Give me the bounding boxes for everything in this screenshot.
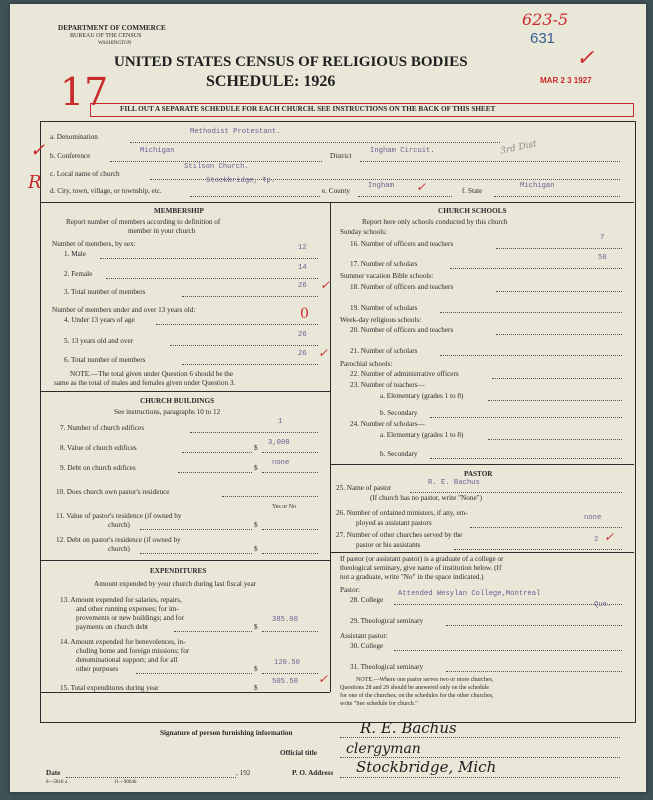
q1-line	[100, 258, 318, 259]
q26-label-b: ployed as assistant pastors	[356, 519, 432, 527]
dept-name: DEPARTMENT OF COMMERCE	[58, 24, 166, 32]
schedule-title: SCHEDULE: 1926	[206, 73, 336, 90]
q24b-label: b. Secondary	[380, 450, 418, 458]
buildings-sub: See instructions, paragraphs 10 to 12	[114, 408, 221, 416]
county-line	[358, 196, 452, 197]
q6-line	[182, 364, 318, 365]
expenditures-bottom	[40, 692, 330, 693]
q23b-line	[430, 417, 622, 418]
po-address-label: P. O. Address	[292, 769, 334, 777]
buildings-divider	[40, 560, 330, 561]
q9-label: 9. Debt on church edifices	[60, 464, 136, 472]
q8-dollar: $	[254, 444, 258, 452]
census-schedule-sheet	[10, 4, 646, 792]
q7-value: 1	[278, 418, 283, 426]
pastor-lbl: Pastor:	[340, 586, 360, 594]
pastor-note3: for one of the churches; on the schedules for the other churches,	[340, 693, 494, 699]
pastor-name-value: R. E. Bachus	[428, 479, 480, 487]
q28-line	[394, 604, 622, 605]
q27-value: 2	[594, 536, 599, 544]
q14-dollar: $	[254, 665, 258, 673]
check-mark-conference: ✓	[30, 140, 46, 161]
q29-label: 29. Theological seminary	[350, 617, 424, 625]
denomination-line	[130, 142, 500, 143]
local-name-label: c. Local name of church	[50, 170, 120, 178]
check-mark-q27: ✓	[604, 530, 615, 544]
q12-line	[140, 553, 252, 554]
q10-line	[222, 496, 318, 497]
q14-label-c: denominational support; and for all	[76, 656, 178, 664]
q7-line	[190, 432, 318, 433]
q15-dollar: $	[254, 684, 258, 692]
q27-label-b: pastor or his assistants	[356, 541, 421, 549]
grad-note3: not a graduate, write "No" in the space indicated.)	[340, 573, 484, 581]
q26-line	[470, 527, 622, 528]
q7-label: 7. Number of church edifices	[60, 424, 145, 432]
identity-divider	[40, 202, 634, 203]
q8-line	[182, 452, 252, 453]
q11-label-a: 11. Value of pastor's residence (if owned by	[56, 512, 182, 520]
district-value: Ingham Circuit.	[370, 147, 435, 155]
q11-line	[140, 529, 252, 530]
q9-dollar: $	[254, 464, 258, 472]
q2-value: 14	[298, 264, 307, 272]
pastor-title: PASTOR	[464, 470, 493, 478]
q24a-label: a. Elementary (grades 1 to 8)	[380, 431, 464, 439]
membership-title: MEMBERSHIP	[154, 207, 204, 215]
form-title: UNITED STATES CENSUS OF RELIGIOUS BODIES	[114, 54, 468, 70]
q21-label: 21. Number of scholars	[350, 347, 418, 355]
q16-line	[496, 248, 622, 249]
q14-label-b: cluding home and foreign missions; for	[76, 647, 190, 655]
q13-label-a: 13. Amount expended for salaries, repairs,	[60, 596, 182, 604]
q11-dollar: $	[254, 521, 258, 529]
membership-divider	[40, 391, 330, 392]
yes-no-hint: Yes or No	[272, 504, 297, 510]
q24-label: 24. Number of scholars—	[350, 420, 425, 428]
hand-number-left: 17	[60, 70, 109, 114]
pastor-note2: Questions 28 and 29 should be answered only on the schedule	[340, 685, 489, 691]
expenditures-title: EXPENDITURES	[150, 567, 207, 575]
q8-value-line	[262, 452, 318, 453]
q5-line	[170, 345, 318, 346]
q15-value: 505.50	[272, 678, 298, 686]
q23a-line	[488, 400, 622, 401]
q13-label-b: and other running expenses; for im-	[76, 605, 179, 613]
margin-R-mark: R	[28, 172, 42, 193]
check-mark-top: ✓	[576, 46, 595, 71]
summer-label: Summer vacation Bible schools:	[340, 272, 434, 280]
q27-line	[454, 549, 622, 550]
q19-label: 19. Number of scholars	[350, 304, 418, 312]
pastor-note4: write "See schedule for church."	[340, 701, 418, 707]
asst-pastor-lbl: Assistant pastor:	[340, 632, 388, 640]
q25-line	[410, 492, 622, 493]
q3-label: 3. Total number of members	[64, 288, 146, 296]
bureau-city: WASHINGTON	[98, 41, 132, 46]
q15-label: 15. Total expenditures during year	[60, 684, 159, 692]
q13-value: 385.00	[272, 616, 298, 624]
official-title-label: Official title	[280, 749, 317, 757]
official-title-value: clergyman	[346, 741, 421, 757]
q8-label: 8. Value of church edifices	[60, 444, 137, 452]
county-value: Ingham	[368, 182, 394, 190]
schools-intro: Report here only schools conducted by this church	[362, 218, 508, 226]
q11-value-line	[262, 529, 318, 530]
date-label: Date	[46, 769, 61, 777]
bureau-name: BUREAU OF THE CENSUS	[70, 33, 142, 39]
q3-line	[182, 296, 318, 297]
q13-line	[174, 631, 252, 632]
q13-dollar: $	[254, 623, 258, 631]
denomination-label: a. Denomination	[50, 133, 98, 141]
q12-label-b: church)	[108, 545, 130, 553]
q21-line	[440, 355, 622, 356]
weekday-label: Week-day religious schools:	[340, 316, 422, 324]
conference-line	[110, 161, 322, 162]
q18-label: 18. Number of officers and teachers	[350, 283, 454, 291]
signature-value: R. E. Bachus	[360, 719, 457, 737]
membership-note1: NOTE.—The total given under Question 6 should be the	[70, 370, 234, 378]
q1-value: 12	[298, 244, 307, 252]
q27-label-a: 27. Number of other churches served by the	[336, 531, 463, 539]
q5-value: 26	[298, 331, 307, 339]
print-code-2: 11—9064b	[114, 780, 137, 785]
pastor-sub-divider	[330, 552, 634, 553]
q12-label-a: 12. Debt on pastor's residence (if owned by	[56, 536, 181, 544]
q28-label: 28. College	[350, 596, 384, 604]
schools-title: CHURCH SCHOOLS	[438, 207, 507, 215]
q17-label: 17. Number of scholars	[350, 260, 418, 268]
date-line	[66, 777, 236, 778]
membership-intro2: member in your church	[128, 227, 196, 235]
hand-number-top: 623-5	[522, 10, 569, 29]
district-line	[360, 161, 620, 162]
q6-label: 6. Total number of members	[64, 356, 146, 364]
q14-line	[136, 673, 252, 674]
check-mark-q6: ✓	[318, 346, 329, 360]
q17-value: 50	[598, 254, 607, 262]
q24b-line	[430, 458, 622, 459]
q4-line	[156, 324, 318, 325]
q2-line	[106, 278, 318, 279]
check-mark-q15: ✓	[318, 672, 329, 686]
q9-value-line	[262, 472, 318, 473]
received-stamp: MAR 2 3 1927	[540, 76, 592, 85]
q14-label-a: 14. Amount expended for benevolences, in-	[60, 638, 186, 646]
city-value: Stockbridge, Tp.	[206, 177, 276, 185]
district-hand-note: 3rd Dist	[499, 139, 538, 157]
form-border	[40, 121, 636, 723]
q28-value: Attended Wesylan College,Montreal	[398, 590, 541, 598]
q14-value-line	[262, 673, 318, 674]
check-mark-q3: ✓	[320, 278, 331, 292]
q22-label: 22. Number of administrative officers	[350, 370, 459, 378]
q17-line	[450, 268, 622, 269]
q23a-label: a. Elementary (grades 1 to 8)	[380, 392, 464, 400]
district-label: District	[330, 152, 352, 160]
check-mark-county: ✓	[416, 180, 427, 194]
po-address-line	[340, 777, 620, 778]
state-value: Michigan	[520, 182, 555, 190]
q16-label: 16. Number of officers and teachers	[350, 240, 454, 248]
q14-value: 120.50	[274, 659, 300, 667]
q20-label: 20. Number of officers and teachers	[350, 326, 454, 334]
q4-label: 4. Under 13 years of age	[64, 316, 135, 324]
state-label: f. State	[462, 187, 483, 195]
q10-label: 10. Does church own pastor's residence	[56, 488, 170, 496]
q26-label-a: 26. Number of ordained ministers, if any, em-	[336, 509, 468, 517]
signature-label: Signature of person furnishing information	[160, 729, 293, 737]
instructions: FILL OUT A SEPARATE SCHEDULE FOR EACH CHURCH. SEE INSTRUCTIONS ON THE BACK OF THIS SHEET	[120, 105, 496, 113]
q2-label: 2. Female	[64, 270, 93, 278]
q16-value: 7	[600, 234, 605, 242]
q22-line	[492, 378, 622, 379]
expenditures-sub: Amount expended by your church during last fiscal year	[94, 580, 257, 588]
q26-value: none	[584, 514, 602, 522]
by-sex-label: Number of members, by sex:	[52, 240, 136, 248]
q13-label-d: payments on church debt	[76, 623, 149, 631]
city-label: d. City, town, village, or township, etc.	[50, 187, 162, 195]
membership-note2: same as the total of males and females given under Question 3.	[54, 379, 236, 387]
conference-label: b. Conference	[50, 152, 91, 160]
po-address-value: Stockbridge, Mich	[356, 758, 497, 776]
signature-line	[340, 737, 620, 738]
q13-label-c: provements or new buildings; and for	[76, 614, 184, 622]
grad-note1: If pastor (or assistant pastor) is a graduate of a college or	[340, 555, 504, 563]
q23-label: 23. Number of teachers—	[350, 381, 425, 389]
q9-line	[178, 472, 252, 473]
membership-intro1: Report number of members according to definition of	[66, 218, 221, 226]
parochial-label: Parochial schools:	[340, 360, 393, 368]
county-label: e. County	[322, 187, 350, 195]
q13-value-line	[262, 631, 318, 632]
q12-dollar: $	[254, 545, 258, 553]
denomination-value: Methodist Protestant.	[190, 128, 281, 136]
q18-line	[496, 291, 622, 292]
grad-note2: theological seminary, give name of institution below. (If	[340, 564, 502, 572]
q9-value: none	[272, 459, 290, 467]
conference-value: Michigan	[140, 147, 175, 155]
q23b-label: b. Secondary	[380, 409, 418, 417]
buildings-title: CHURCH BUILDINGS	[140, 397, 215, 405]
q25-label: 25. Name of pastor	[336, 484, 392, 492]
q6-value: 26	[298, 350, 307, 358]
q12-value-line	[262, 553, 318, 554]
q1-label: 1. Male	[64, 250, 86, 258]
local-name-value: Stilson Church.	[184, 163, 249, 171]
stamp-number: 631	[530, 30, 556, 47]
schools-divider	[330, 464, 634, 465]
q30-label: 30. College	[350, 642, 384, 650]
q31-line	[446, 671, 622, 672]
date-year: , 192	[236, 769, 251, 777]
pastor-note1: NOTE.—Where one pastor serves two or more churches,	[356, 677, 494, 683]
q14-label-d: other purposes	[76, 665, 119, 673]
q3-value: 26	[298, 282, 307, 290]
city-line	[190, 196, 320, 197]
sunday-label: Sunday schools:	[340, 228, 387, 236]
q19-line	[440, 312, 622, 313]
age-intro: Number of members under and over 13 years old:	[52, 306, 196, 314]
center-divider	[330, 202, 331, 692]
q24a-line	[488, 439, 622, 440]
q8-value: 3,000	[268, 439, 290, 447]
print-code-1: 8—5818 a	[46, 780, 67, 785]
q31-label: 31. Theological seminary	[350, 663, 424, 671]
q4-value: 0	[300, 306, 309, 322]
q30-line	[394, 650, 622, 651]
q25-note: (If church has no pastor, write "None")	[370, 494, 482, 502]
q11-label-b: church)	[108, 521, 130, 529]
state-line	[494, 196, 620, 197]
q28-value-b: Que.	[594, 601, 612, 609]
q5-label: 5. 13 years old and over	[64, 337, 134, 345]
q29-line	[446, 625, 622, 626]
q20-line	[496, 334, 622, 335]
